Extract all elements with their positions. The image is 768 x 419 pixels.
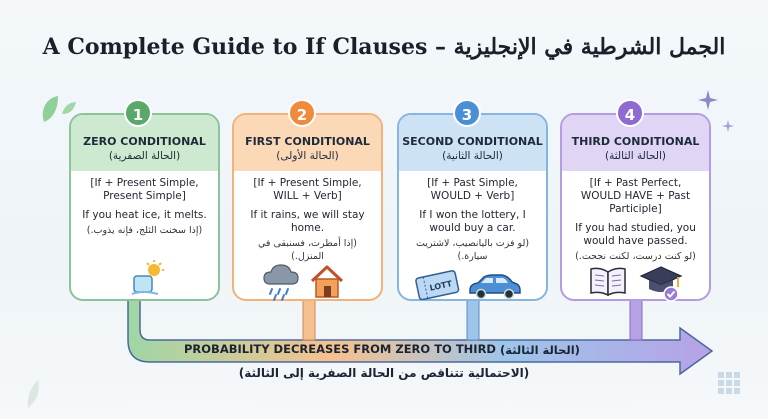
card-example-en: If it rains, we will stay home. (250, 209, 365, 234)
corner-leaf-decoration (24, 372, 54, 412)
first-conditional-card (232, 113, 383, 301)
card-title-ar: (الحالة الأولى) (276, 150, 339, 162)
book-icon (588, 264, 628, 298)
ticket-label: LOTT (428, 279, 453, 293)
step-number-badge: 3 (453, 99, 481, 127)
house-icon (309, 263, 345, 301)
step-number-badge: 4 (616, 99, 644, 127)
card-example-ar: (لو فزت باليانصيب، لاشتريت سيارة.) (415, 238, 530, 262)
ice-sun-icon (128, 258, 168, 298)
card-title-en: FIRST CONDITIONAL (245, 135, 370, 148)
card-title-ar: (الحالة الثانية) (442, 150, 503, 162)
car-icon (466, 272, 522, 300)
card-example-en: If I won the lottery, I would buy a car. (419, 209, 526, 234)
card-example-ar: (إذا سخنت الثلج، فإنه يذوب.) (86, 225, 203, 236)
card-formula: [If + Past Simple, WOULD + Verb] (427, 177, 518, 202)
card-example-en: If you heat ice, it melts. (82, 209, 207, 221)
probability-label: PROBABILITY DECREASES FROM ZERO TO THIRD (184, 342, 496, 356)
card-formula: [If + Present Simple, WILL + Verb] (253, 177, 362, 202)
grid-dots-decoration (718, 372, 748, 402)
probability-label-ar-short: (الحالة الثالثة) (500, 343, 580, 357)
step-number-badge: 2 (288, 99, 316, 127)
graduation-cap-icon (638, 263, 684, 303)
page-title: A Complete Guide to If Clauses – الجمل الشرطية في الإنجليزية (42, 34, 726, 60)
card-formula: [If + Present Simple, Present Simple] (90, 177, 199, 202)
card-example-ar: (إذا أمطرت، فسنبقى في المنزل.) (258, 238, 357, 262)
card-title-ar: (الحالة الثالثة) (605, 150, 666, 162)
card-title-en: ZERO CONDITIONAL (83, 135, 206, 148)
card-title-ar: (الحالة الصفرية) (108, 150, 181, 162)
card-example-en: If you had studied, you would have passed. (575, 222, 696, 247)
lottery-ticket-icon (413, 268, 463, 300)
card-title-en: THIRD CONDITIONAL (571, 135, 700, 148)
rain-cloud-icon (262, 262, 300, 302)
step-number-badge: 1 (124, 99, 152, 127)
probability-label-ar: (الاحتمالية تتناقص من الحالة الصفرية إلى الثالثة) (238, 366, 530, 380)
card-title-en: SECOND CONDITIONAL (402, 135, 543, 148)
third-conditional-card (560, 113, 711, 301)
card-example-ar: (لو كنت درست، لكنت نجحت.) (575, 251, 696, 262)
card-formula: [If + Past Perfect, WOULD HAVE + Past Participle] (580, 177, 691, 215)
